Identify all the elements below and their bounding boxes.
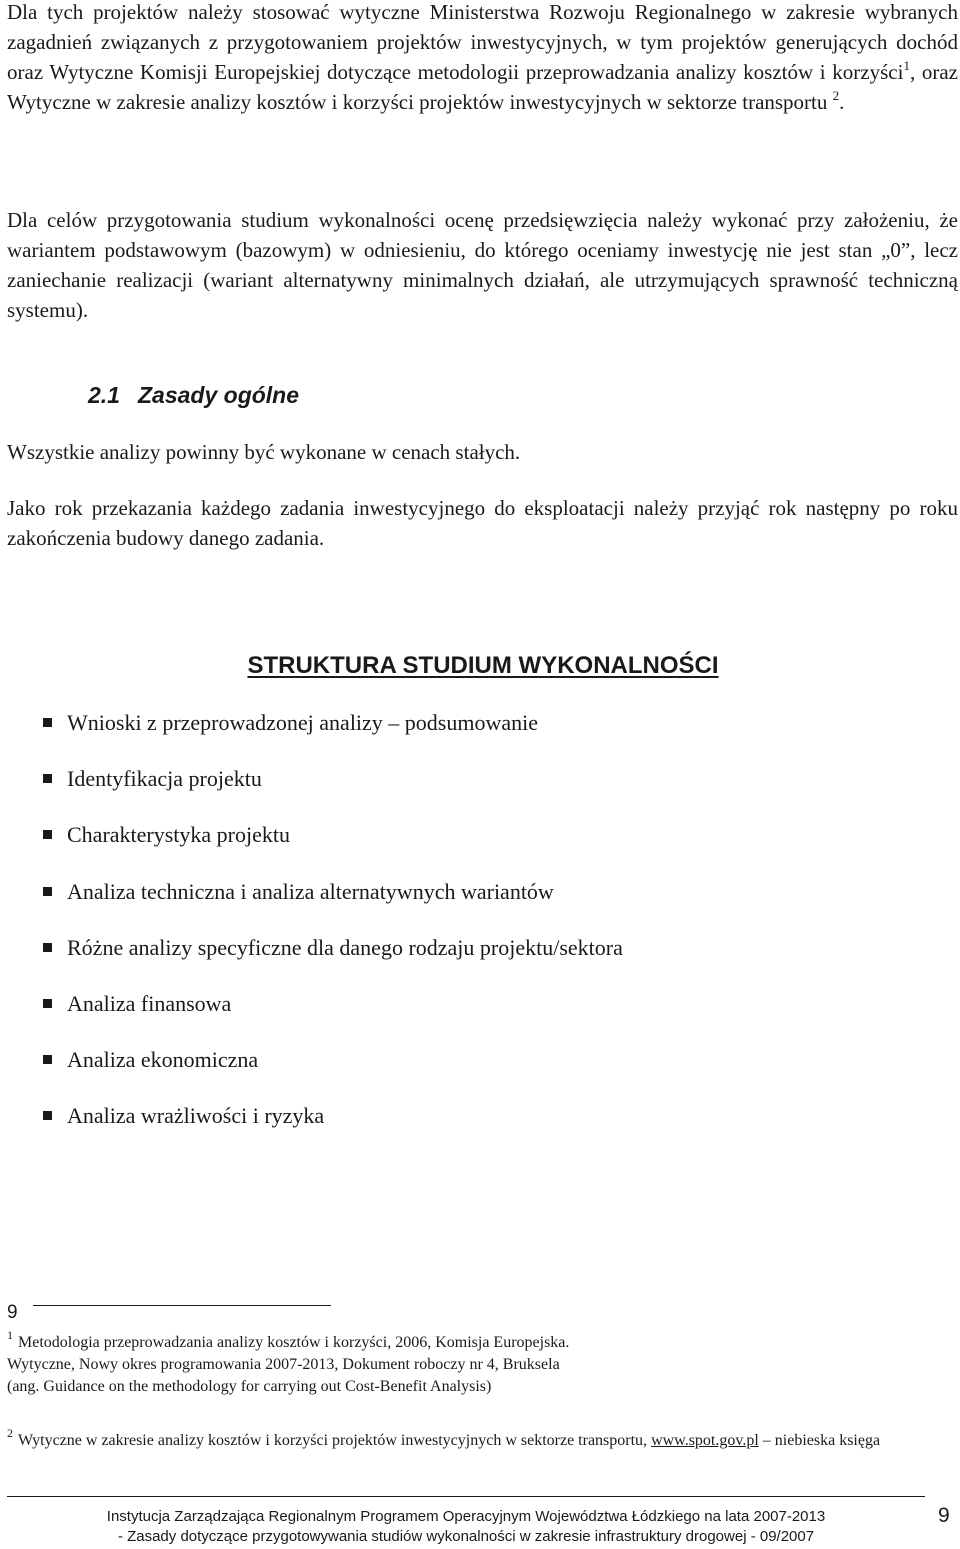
footnote-ref-1[interactable]: 1	[903, 58, 910, 73]
paragraph-guidelines-text-b: , oraz Wytyczne w zakresie analizy kosztów i korzyści projektów inwestycyjnych w sektorze transportu	[7, 60, 958, 114]
list-item	[0, 760, 623, 816]
list-item-label: Różne analizy specyficzne dla danego rodzaju projektu/sektora	[67, 934, 623, 960]
paragraph-constant-prices: Wszystkie analizy powinny być wykonane w cenach stałych.	[7, 440, 521, 464]
footnote-2	[7, 1426, 952, 1452]
list-item	[0, 704, 623, 760]
section-title: Zasady ogólne	[137, 382, 300, 408]
square-bullet-icon	[43, 830, 52, 839]
paragraph-baseline-variant: Dla celów przygotowania studium wykonalności ocenę przedsięwzięcia należy wykonać przy założeniu, że wariantem podstawowym (bazowym) w odniesieniu, do którego oceniamy inwestycję nie jest stan „0”, lecz zaniechanie realizacji (wariant alternatywny minimalnych działań, ale utrzymujących sprawność techniczną systemu).	[7, 208, 958, 322]
footnote-2-number: 2	[7, 1426, 13, 1440]
structure-title: STRUKTURA STUDIUM WYKONALNOŚCI	[247, 652, 719, 679]
square-bullet-icon	[43, 1111, 52, 1120]
list-item-label: Analiza finansowa	[67, 990, 232, 1016]
list-item-label: Analiza ekonomiczna	[67, 1047, 259, 1073]
footnote-2-text: Wytyczne w zakresie analizy kosztów i korzyści projektów inwestycyjnych w sektorze transportu,	[18, 1432, 648, 1449]
list-item	[0, 1041, 623, 1097]
paragraph-guidelines-text-a: Dla tych projektów należy stosować wytyczne Ministerstwa Rozwoju Regionalnego w zakresie wybranych zagadnień związanych z przygotowaniem projektów inwestycyjnych, w tym projektów generujących dochód oraz Wytyczne Komisji Europejskiej dotyczące metodologii przeprowadzania analizy kosztów i korzyści	[7, 0, 958, 84]
footnote-1-number: 1	[7, 1328, 13, 1342]
list-item-label: Wnioski z przeprowadzonej analizy – podsumowanie	[67, 710, 539, 735]
footnote-page-fragment: 9	[7, 1302, 18, 1323]
list-item-label: Identyfikacja projektu	[67, 766, 262, 792]
list-item	[0, 929, 623, 985]
footnote-2-text-after: – niebieska księga	[758, 1432, 881, 1449]
footnote-1	[7, 1328, 952, 1398]
footer-separator	[7, 1496, 925, 1497]
list-item	[0, 873, 623, 929]
footnote-2-link[interactable]: www.spot.gov.pl	[651, 1432, 759, 1449]
list-item-label: Analiza wrażliwości i ryzyka	[67, 1103, 325, 1129]
footer-line-1: Instytucja Zarządzająca Regionalnym Programem Operacyjnym Województwa Łódzkiego na lata 2007-2013	[106, 1508, 826, 1525]
footnote-1-line-2: Wytyczne, Nowy okres programowania 2007-2013, Dokument roboczy nr 4, Bruksela	[7, 1356, 560, 1373]
square-bullet-icon	[43, 943, 52, 952]
paragraph-handover-year: Jako rok przekazania każdego zadania inwestycyjnego do eksploatacji należy przyjąć rok następny po roku zakończenia budowy danego zadania.	[7, 496, 958, 550]
square-bullet-icon	[43, 774, 52, 783]
footnote-1-line-3: (ang. Guidance on the methodology for carrying out Cost-Benefit Analysis)	[7, 1378, 492, 1395]
list-item-label: Analiza techniczna i analiza alternatywnych wariantów	[67, 878, 554, 904]
list-item-label: Charakterystyka projektu	[67, 822, 290, 848]
paragraph-guidelines-text-c: .	[839, 90, 845, 114]
square-bullet-icon	[43, 999, 52, 1008]
section-heading	[88, 380, 299, 410]
list-item	[0, 985, 623, 1041]
list-item	[0, 816, 623, 872]
section-number: 2.1	[88, 382, 120, 408]
page-number: 9	[938, 1504, 950, 1527]
list-item	[0, 1097, 623, 1153]
square-bullet-icon	[43, 1055, 52, 1064]
footnote-separator	[33, 1305, 331, 1306]
footnote-ref-2[interactable]: 2	[832, 88, 840, 103]
paragraph-guidelines	[7, 0, 958, 117]
footnote-1-line-1: Metodologia przeprowadzania analizy kosztów i korzyści, 2006, Komisja Europejska.	[18, 1334, 570, 1351]
footer-line-2: - Zasady dotyczące przygotowywania studiów wykonalności w zakresie infrastruktury drogowej - 09/2007	[117, 1528, 815, 1545]
square-bullet-icon	[43, 887, 52, 896]
square-bullet-icon	[43, 718, 52, 727]
structure-list	[0, 704, 623, 1154]
